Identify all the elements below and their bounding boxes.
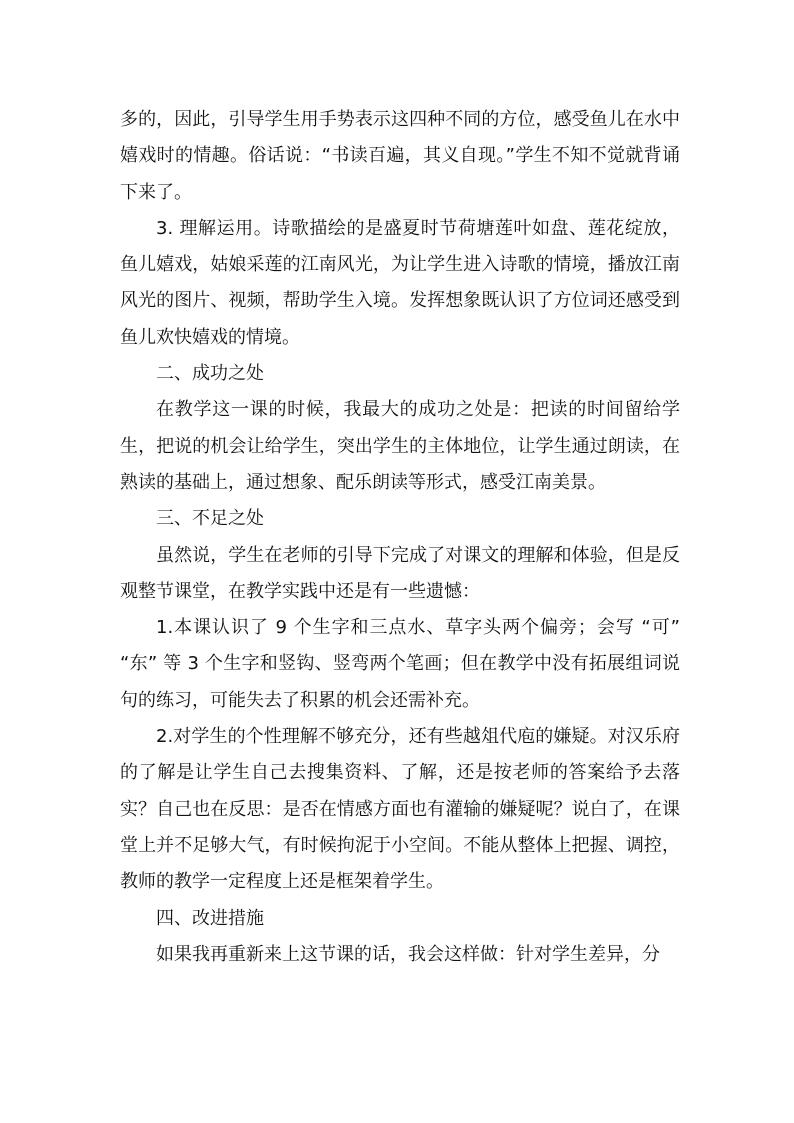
section-heading-successes: 二、成功之处 [156,363,264,385]
paragraph-understanding-application: 3. 理解运用。诗歌描绘的是盛夏时节荷塘莲叶如盘、莲花绽放，鱼儿嬉戏，姑娘采莲的江南风光，为让学生进入诗歌的情境，播放江南风光的图片、视频，帮助学生入境。发挥想象既认识了方位词还感受到鱼儿欢快嬉戏的情境。 [120,217,680,348]
paragraph-shortcoming-1: 1.本课认识了 9 个生字和三点水、草字头两个偏旁；会写 “可” “东” 等 3 个生字和竖钩、竖弯两个笔画；但在教学中没有拓展组词说句的练习，可能失去了积累的机会还需补充。 [120,617,680,711]
paragraph-improvements: 如果我再重新来上这节课的话，我会这样做：针对学生差异，分 [156,943,660,965]
section-heading-improvements: 四、改进措施 [156,907,264,929]
section-heading-shortcomings: 三、不足之处 [156,508,264,530]
paragraph-shortcomings-intro: 虽然说，学生在老师的引导下完成了对课文的理解和体验，但是反观整节课堂，在教学实践中还是有一些遗憾： [120,544,680,602]
paragraph-shortcoming-2: 2.对学生的个性理解不够充分，还有些越俎代庖的嫌疑。对汉乐府的了解是让学生自己去搜集资料、了解，还是按老师的答案给予去落实？自己也在反思：是否在情感方面也有灌输的嫌疑呢？说白了，在课堂上并不足够大气，有时候拘泥于小空间。不能从整体上把握、调控，教师的教学一定程度上还是框架着学生。 [120,726,680,893]
paragraph-continuation: 多的，因此，引导学生用手势表示这四种不同的方位，感受鱼儿在水中嬉戏时的情趣。俗话说：“书读百遍，其义自现。”学生不知不觉就背诵下来了。 [120,109,680,203]
paragraph-successes: 在教学这一课的时候，我最大的成功之处是：把读的时间留给学生，把说的机会让给学生，突出学生的主体地位，让学生通过朗读，在熟读的基础上，通过想象、配乐朗读等形式，感受江南美景。 [120,399,680,493]
document-body [120,102,680,973]
